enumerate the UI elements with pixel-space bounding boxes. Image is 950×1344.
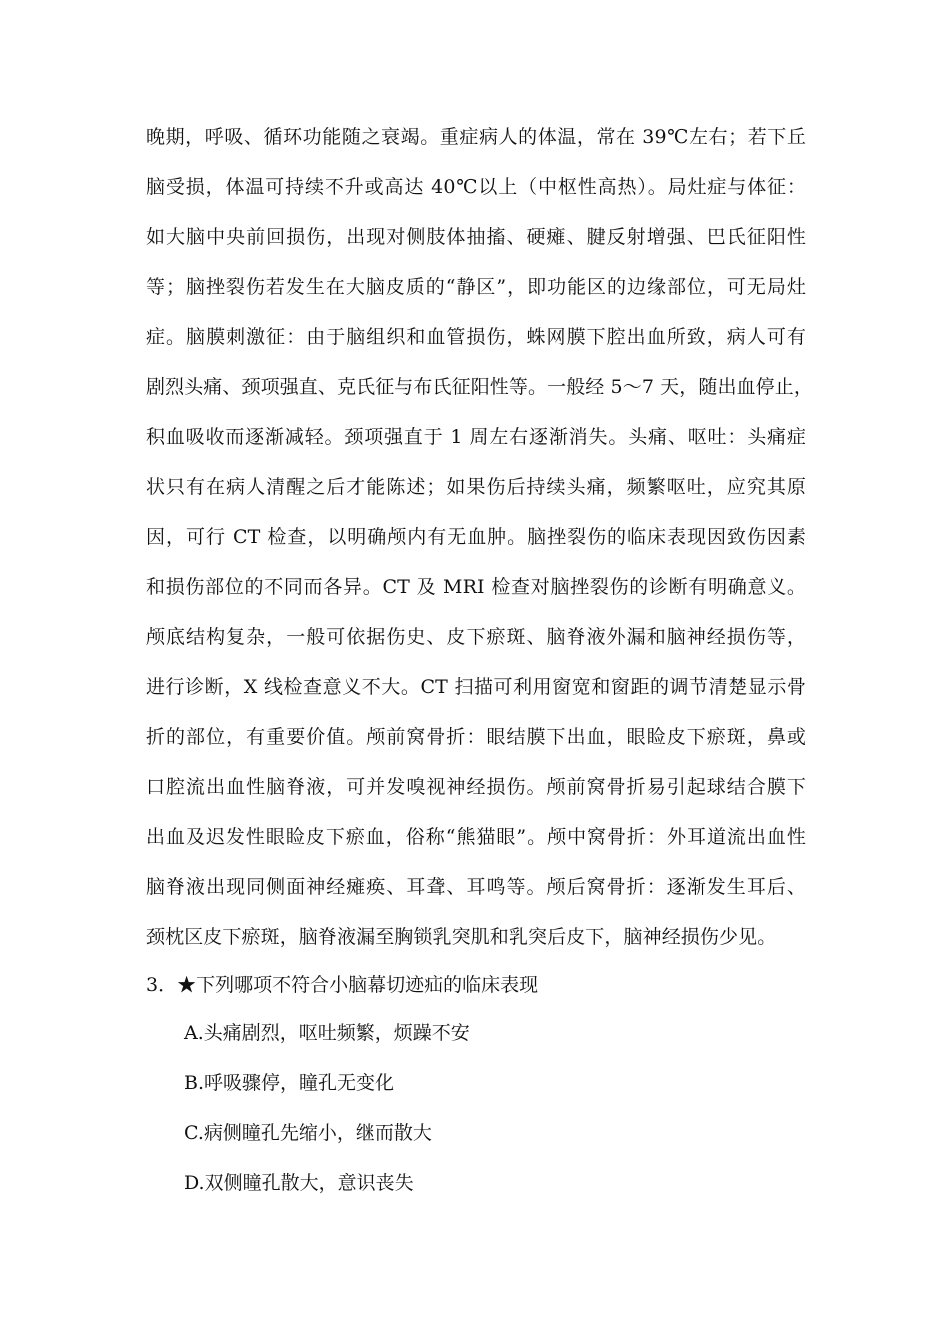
- option-a: A.头痛剧烈，呕吐频繁，烦躁不安: [184, 1022, 470, 1044]
- option-d: D.双侧瞳孔散大，意识丧失: [184, 1172, 414, 1194]
- paragraph-line: 等；脑挫裂伤若发生在大脑皮质的“静区”，即功能区的边缘部位，可无局灶: [146, 276, 806, 298]
- paragraph-line: 和损伤部位的不同而各异。CT 及 MRI 检查对脑挫裂伤的诊断有明确意义。: [146, 576, 806, 598]
- paragraph-line: 折的部位，有重要价值。颅前窝骨折：眼结膜下出血，眼睑皮下瘀斑，鼻或: [146, 726, 806, 748]
- paragraph-line: 症。脑膜刺激征：由于脑组织和血管损伤，蛛网膜下腔出血所致，病人可有: [146, 326, 806, 348]
- question-text: 3．★下列哪项不符合小脑幕切迹疝的临床表现: [146, 974, 539, 996]
- paragraph-line: 如大脑中央前回损伤，出现对侧肢体抽搐、硬瘫、腱反射增强、巴氏征阳性: [146, 226, 806, 248]
- paragraph-line: 状只有在病人清醒之后才能陈述；如果伤后持续头痛，频繁呕吐，应究其原: [146, 476, 806, 498]
- paragraph-line: 积血吸收而逐渐减轻。颈项强直于 1 周左右逐渐消失。头痛、呕吐：头痛症: [146, 426, 806, 448]
- paragraph-line: 口腔流出血性脑脊液，可并发嗅视神经损伤。颅前窝骨折易引起球结合膜下: [146, 776, 806, 798]
- paragraph-line: 晚期，呼吸、循环功能随之衰竭。重症病人的体温，常在 39℃左右；若下丘: [146, 126, 806, 148]
- paragraph-line: 剧烈头痛、颈项强直、克氏征与布氏征阳性等。一般经 5～7 天，随出血停止，: [146, 376, 813, 398]
- paragraph-line: 颈枕区皮下瘀斑，脑脊液漏至胸锁乳突肌和乳突后皮下，脑神经损伤少见。: [146, 926, 777, 948]
- paragraph-line: 颅底结构复杂，一般可依据伤史、皮下瘀斑、脑脊液外漏和脑神经损伤等，: [146, 626, 806, 648]
- paragraph-line: 出血及迟发性眼睑皮下瘀血，俗称“熊猫眼”。颅中窝骨折：外耳道流出血性: [146, 826, 806, 848]
- paragraph-line: 脑受损，体温可持续不升或高达 40℃以上（中枢性高热）。局灶症与体征：: [146, 176, 806, 198]
- paragraph-line: 因，可行 CT 检查，以明确颅内有无血肿。脑挫裂伤的临床表现因致伤因素: [146, 526, 806, 548]
- paragraph-line: 进行诊断，X 线检查意义不大。CT 扫描可利用窗宽和窗距的调节清楚显示骨: [146, 676, 806, 698]
- option-c: C.病侧瞳孔先缩小，继而散大: [184, 1122, 432, 1144]
- option-b: B.呼吸骤停，瞳孔无变化: [184, 1072, 395, 1094]
- paragraph-line: 脑脊液出现同侧面神经瘫痪、耳聋、耳鸣等。颅后窝骨折：逐渐发生耳后、: [146, 876, 806, 898]
